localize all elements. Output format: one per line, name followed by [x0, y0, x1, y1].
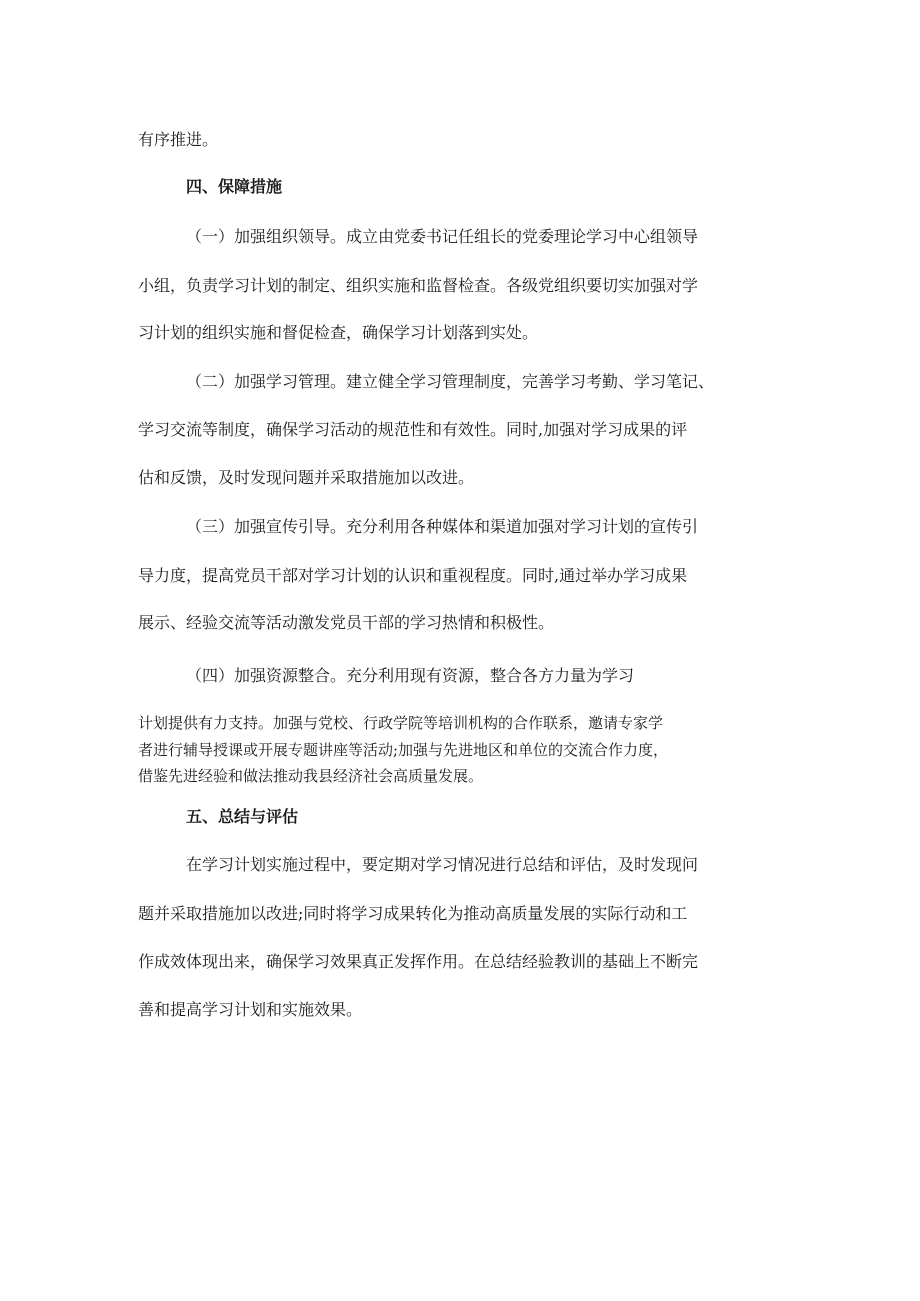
section-5-line-1: 在学习计划实施过程中，要定期对学习情况进行总结和评估，及时发现问	[186, 855, 699, 874]
item-2-line-1: （二）加强学习管理。建立健全学习管理制度，完善学习考勤、学习笔记、	[186, 372, 715, 391]
item-4-line-4: 借鉴先进经验和做法推动我县经济社会高质量发展。	[138, 767, 484, 785]
item-3-line-2: 导力度，提高党员干部对学习计划的认识和重视程度。同时,通过举办学习成果	[138, 566, 688, 585]
item-2-line-3: 估和反馈，及时发现问题并采取措施加以改进。	[138, 468, 475, 487]
section-4-heading: 四、保障措施	[186, 177, 283, 196]
item-1-line-3: 习计划的组织实施和督促检查，确保学习计划落到实处。	[138, 323, 539, 342]
item-4-line-1: （四）加强资源整合。充分利用现有资源，整合各方力量为学习	[186, 666, 635, 685]
item-1-line-1: （一）加强组织领导。成立由党委书记任组长的党委理论学习中心组领导	[186, 227, 699, 246]
item-3-line-3: 展示、经验交流等活动激发党员干部的学习热情和积极性。	[138, 613, 555, 632]
continuation-line: 有序推进。	[138, 130, 219, 149]
item-4-line-3: 者进行辅导授课或开展专题讲座等活动;加强与先进地区和单位的交流合作力度，	[138, 741, 669, 759]
item-3-line-1: （三）加强宣传引导。充分利用各种媒体和渠道加强对学习计划的宣传引	[186, 517, 699, 536]
section-5-heading: 五、总结与评估	[186, 807, 299, 826]
section-5-line-2: 题并采取措施加以改进;同时将学习成果转化为推动高质量发展的实际行动和工	[138, 904, 688, 923]
section-5-line-3: 作成效体现出来，确保学习效果真正发挥作用。在总结经验教训的基础上不断完	[138, 952, 699, 971]
section-5-line-4: 善和提高学习计划和实施效果。	[138, 1000, 363, 1019]
item-4-line-2: 计划提供有力支持。加强与党校、行政学院等培训机构的合作联系，邀请专家学	[138, 714, 664, 732]
item-2-line-2: 学习交流等制度，确保学习活动的规范性和有效性。同时,加强对学习成果的评	[138, 420, 688, 439]
item-1-line-2: 小组，负责学习计划的制定、组织实施和监督检查。各级党组织要切实加强对学	[138, 276, 699, 295]
